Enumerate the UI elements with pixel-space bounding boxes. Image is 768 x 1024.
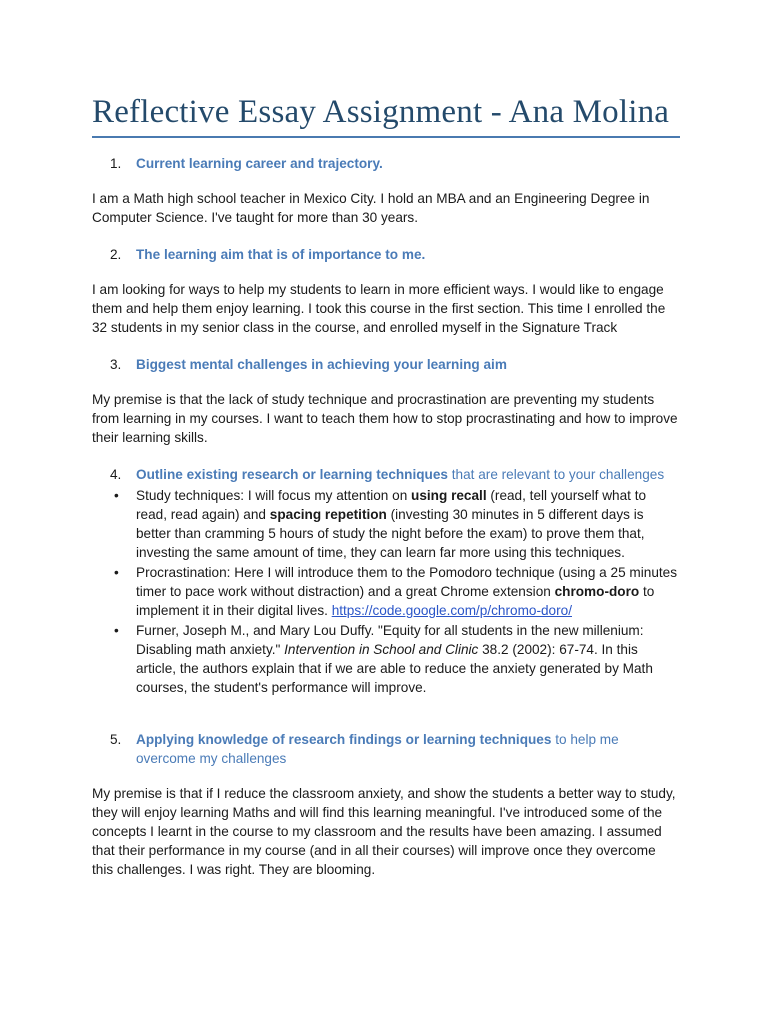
list-text-bold: using recall xyxy=(411,488,487,503)
section-heading-text: The learning aim that is of importance to me. xyxy=(136,247,426,262)
chromo-doro-link[interactable]: https://code.google.com/p/chromo-doro/ xyxy=(331,603,572,618)
section-number: 2. xyxy=(110,247,122,262)
section-5-body: My premise is that if I reduce the classroom anxiety, and show the students a better way to study, they will enjoy learning Maths and will find this learning meaningful. I've introduced some of the concepts I learnt in the course to my classroom and the results have been amazing. I assumed that their performance in my course (and in all their courses) will improve once they overcome this challenges. I was right. They are blooming. xyxy=(92,786,676,877)
section-heading-text: Current learning career and trajectory. xyxy=(136,156,383,171)
list-item-procrastination xyxy=(92,563,680,620)
list-item-study-techniques xyxy=(92,486,680,562)
list-item-citation xyxy=(92,621,680,697)
list-text: 38.2 (2002): 67-74. In this article, the authors explain that if we are able to reduce the anxiety generated by Math courses, the student's performance will improve. xyxy=(136,642,653,695)
title-underline xyxy=(92,136,680,138)
section-heading-text: Biggest mental challenges in achieving your learning aim xyxy=(136,357,507,372)
section-number: 3. xyxy=(110,357,122,372)
list-text: Study techniques: I will focus my attention on xyxy=(136,488,412,503)
section-3-heading xyxy=(92,355,680,374)
list-text: to implement it in their digital lives. xyxy=(136,584,655,618)
list-text-bold: spacing repetition xyxy=(269,507,387,522)
section-number: 1. xyxy=(110,156,122,171)
section-1-heading xyxy=(92,154,680,173)
section-1-body: I am a Math high school teacher in Mexico City. I hold an MBA and an Engineering Degree in Computer Science. I've taught for more than 30 years. xyxy=(92,191,650,225)
section-heading-text: Outline existing research or learning techniques xyxy=(136,467,448,482)
section-heading-text: Applying knowledge of research findings or learning techniques xyxy=(136,732,552,747)
list-text: (investing 30 minutes in 5 different days is better than cramming 5 hours of study the night before the exam) to prove them that, investing the same amount of time, they can learn far more using this techniques. xyxy=(136,507,645,560)
bullet-icon: • xyxy=(114,623,119,638)
section-number: 4. xyxy=(110,467,122,482)
section-5-heading xyxy=(92,730,680,768)
section-3-body: My premise is that the lack of study technique and procrastination are preventing my students from learning in my courses. I want to teach them how to stop procrastinating and how to improve their learning skills. xyxy=(92,392,678,445)
document-title: Reflective Essay Assignment - Ana Molina xyxy=(92,94,670,130)
document-page xyxy=(92,92,680,879)
section-4-heading xyxy=(92,465,680,484)
section-number: 5. xyxy=(110,732,122,747)
list-text-bold: chromo-doro xyxy=(554,584,640,599)
list-text: Furner, Joseph M., and Mary Lou Duffy. "Equity for all students in the new millenium: Disabling math anxiety." xyxy=(136,623,644,657)
section-2-body: I am looking for ways to help my students to learn in more efficient ways. I would like to engage them and help them enjoy learning. I took this course in the first section. This time I enrolled the 32 students in my senior class in the course, and enrolled myself in the Signature Track xyxy=(92,282,666,335)
section-2-heading xyxy=(92,245,680,264)
bullet-icon: • xyxy=(114,565,119,580)
techniques-list xyxy=(92,486,680,697)
section-heading-suffix: to help me overcome my challenges xyxy=(136,732,619,766)
section-heading-suffix: that are relevant to your challenges xyxy=(448,467,665,482)
list-text: (read, tell yourself what to read, read again) and xyxy=(136,488,647,522)
list-text: Procrastination: Here I will introduce them to the Pomodoro technique (using a 25 minutes timer to pace work without distraction) and a great Chrome extension xyxy=(136,565,678,599)
list-text-italic: Intervention in School and Clinic xyxy=(284,642,479,657)
bullet-icon: • xyxy=(114,488,119,503)
